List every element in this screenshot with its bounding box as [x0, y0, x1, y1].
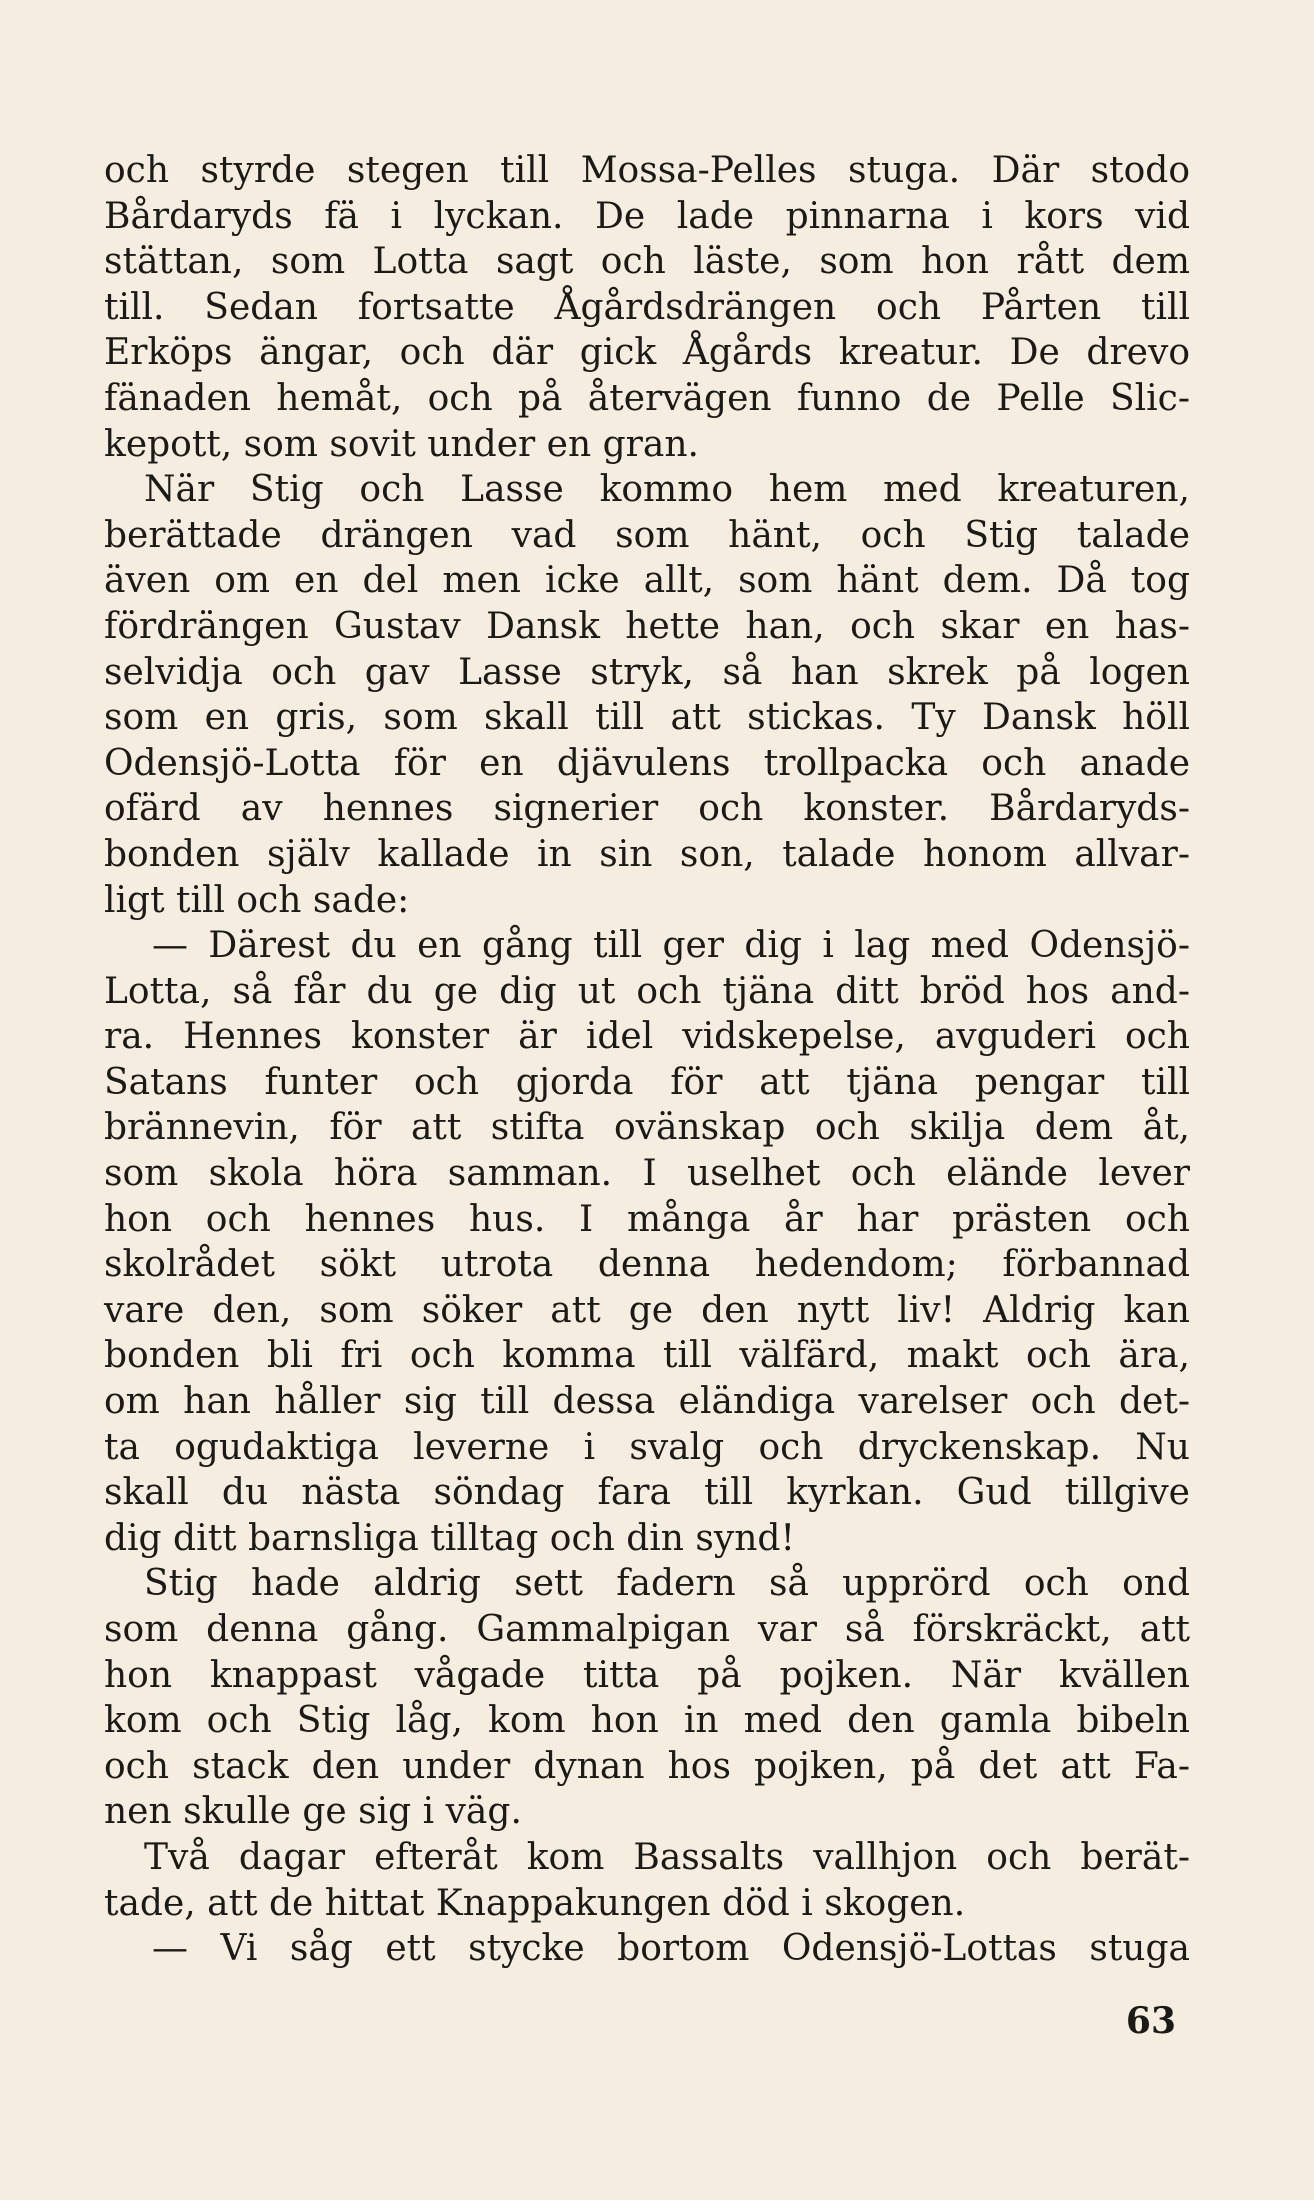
text-line: När Stig och Lasse kommo hem med kreaturen, [144, 469, 1190, 511]
body-text [104, 148, 1190, 1972]
text-line: tade, att de hittat Knappakungen död i skogen. [104, 1882, 966, 1924]
text-line: bonden själv kallade in sin son, talade honom allvar- [104, 833, 1190, 875]
text-line: bonden bli fri och komma till välfärd, makt och ära, [104, 1335, 1190, 1377]
text-line: ra. Hennes konster är idel vidskepelse, avguderi och [104, 1016, 1190, 1058]
text-line: ofärd av hennes signerier och konster. Bårdaryds- [104, 788, 1190, 830]
text-line: och stack den under dynan hos pojken, på det att Fa- [104, 1745, 1190, 1787]
text-line: som en gris, som skall till att stickas. Ty Dansk höll [104, 697, 1190, 739]
text-line: Erköps ängar, och där gick Ågårds kreatur. De drevo [104, 332, 1190, 374]
text-line: stättan, som Lotta sagt och läste, som hon rått dem [104, 241, 1190, 283]
text-line: Stig hade aldrig sett fadern så upprörd och ond [144, 1563, 1190, 1605]
text-line: som skola höra samman. I uselhet och elände lever [104, 1153, 1190, 1195]
text-line: även om en del men icke allt, som hänt dem. Då tog [104, 560, 1190, 602]
text-line: — Därest du en gång till ger dig i lag med Odensjö- [152, 925, 1190, 967]
text-line: vare den, som söker att ge den nytt liv! Aldrig kan [104, 1289, 1190, 1331]
text-line: som denna gång. Gammalpigan var så förskräckt, att [104, 1609, 1190, 1650]
text-line: hon knappast vågade titta på pojken. När kvällen [104, 1654, 1190, 1696]
text-line: Satans funter och gjorda för att tjäna pengar till [104, 1061, 1190, 1103]
text-line: fänaden hemåt, och på återvägen funno de Pelle Slic- [104, 377, 1190, 419]
text-line: och styrde stegen till Mossa-Pelles stuga. Där stodo [104, 150, 1190, 191]
text-line: hon och hennes hus. I många år har prästen och [104, 1198, 1190, 1240]
text-line: Odensjö-Lotta för en djävulens trollpacka och anade [104, 742, 1190, 784]
text-line: selvidja och gav Lasse stryk, så han skrek på logen [104, 651, 1190, 693]
text-line: ta ogudaktiga leverne i svalg och dryckenskap. Nu [104, 1426, 1190, 1468]
text-line: Lotta, så får du ge dig ut och tjäna ditt bröd hos and- [104, 970, 1190, 1012]
text-line: kepott, som sovit under en gran. [104, 423, 699, 465]
text-line: berättade drängen vad som hänt, och Stig talade [104, 514, 1190, 556]
text-line: om han håller sig till dessa eländiga varelser och det- [104, 1381, 1190, 1423]
text-line: kom och Stig låg, kom hon in med den gamla bibeln [104, 1700, 1190, 1742]
text-line: Två dagar efteråt kom Bassalts vallhjon och berät- [144, 1836, 1190, 1878]
text-line: till. Sedan fortsatte Ågårdsdrängen och Pårten till [104, 286, 1190, 328]
text-line: ligt till och sade: [104, 879, 410, 921]
page-number: 63 [1125, 2000, 1176, 2042]
text-line: skall du nästa söndag fara till kyrkan. Gud tillgive [104, 1472, 1190, 1514]
text-line: — Vi såg ett stycke bortom Odensjö-Lottas stuga [152, 1928, 1190, 1970]
text-line: skolrådet sökt utrota denna hedendom; förbannad [104, 1244, 1190, 1286]
text-line: brännevin, för att stifta ovänskap och skilja dem åt, [104, 1107, 1190, 1149]
text-line: Bårdaryds fä i lyckan. De lade pinnarna i kors vid [104, 195, 1190, 237]
text-line: fördrängen Gustav Dansk hette han, och skar en has- [104, 605, 1190, 647]
text-line: dig ditt barnsliga tilltag och din synd! [104, 1517, 795, 1559]
text-line: nen skulle ge sig i väg. [104, 1791, 522, 1833]
